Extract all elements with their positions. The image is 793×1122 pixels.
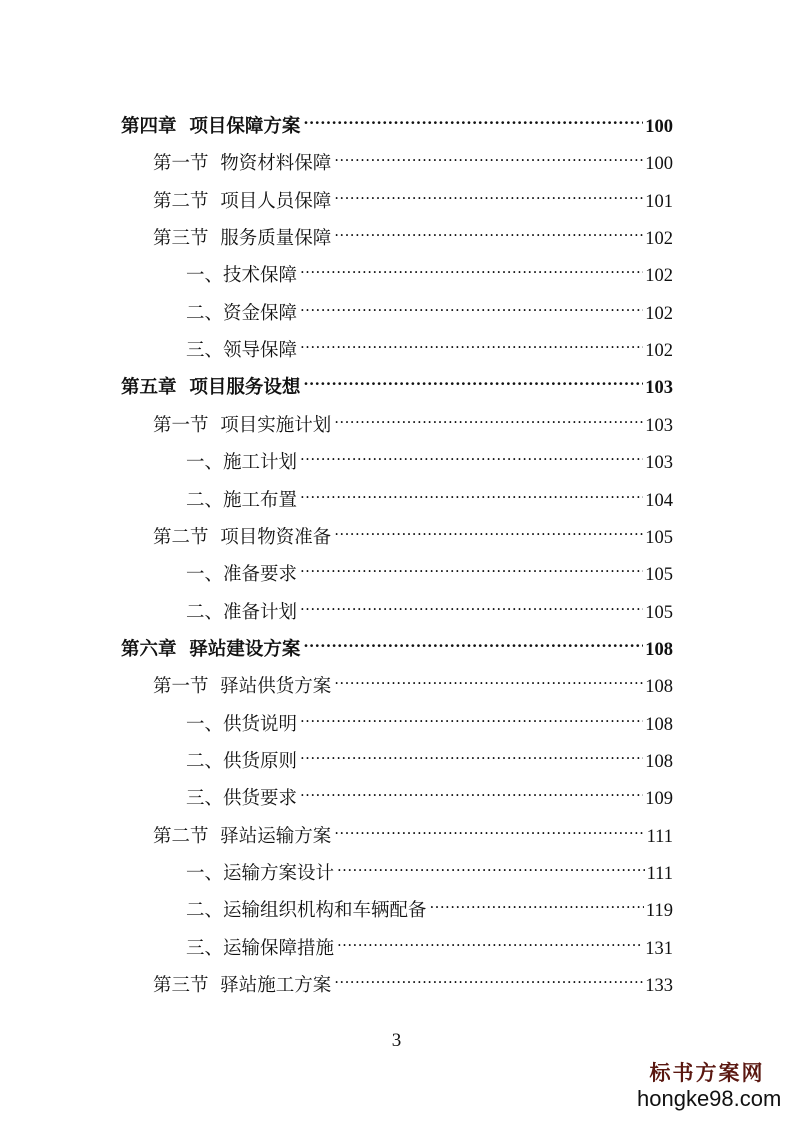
toc-entry-label: 二、供货原则: [186, 750, 298, 772]
toc-section-entry[interactable]: [153, 179, 673, 212]
toc-dot-leader: [300, 776, 643, 804]
toc-subsection-entry[interactable]: [186, 926, 673, 959]
watermark-url: hongke98.com: [637, 1086, 782, 1111]
toc-subsection-entry[interactable]: [186, 328, 673, 362]
toc-dot-leader: [337, 851, 645, 879]
toc-entry-label: 第二节 项目物资准备: [153, 526, 332, 548]
toc-subsection-entry[interactable]: [186, 291, 673, 324]
watermark: [637, 1060, 782, 1112]
toc-entry-label: 三、供货要求: [186, 788, 298, 810]
toc-entry-label: 第五章 项目服务设想: [121, 377, 301, 399]
toc-entry-label: 二、施工布置: [186, 489, 298, 511]
toc-dot-leader: [300, 478, 643, 506]
toc-subsection-entry[interactable]: [186, 590, 673, 623]
watermark-title: 标书方案网: [649, 1060, 765, 1085]
toc-entry-page: 104: [645, 490, 673, 511]
toc-entry-page: 111: [646, 826, 673, 847]
toc-dot-leader: [303, 365, 643, 393]
toc-subsection-entry[interactable]: [186, 702, 673, 735]
toc-dot-leader: [303, 104, 643, 132]
toc-entry-label: 三、领导保障: [186, 340, 298, 362]
toc-chapter-entry[interactable]: [121, 627, 673, 660]
toc-entry-page: 119: [645, 901, 673, 922]
toc-entry-label: 第一节 项目实施计划: [153, 414, 332, 436]
toc-subsection-entry[interactable]: [186, 440, 673, 474]
toc-dot-leader: [300, 739, 643, 767]
toc-dot-leader: [300, 328, 643, 356]
toc-section-entry[interactable]: [153, 141, 673, 175]
toc-subsection-entry[interactable]: [186, 739, 673, 772]
toc-entry-page: 102: [645, 229, 673, 250]
toc-entry-page: 100: [645, 117, 673, 137]
toc-dot-leader: [300, 440, 643, 468]
toc-dot-leader: [303, 627, 643, 655]
toc-entry-page: 102: [645, 341, 673, 362]
toc-entry-page: 108: [645, 751, 673, 772]
toc-dot-leader: [334, 963, 643, 991]
toc-dot-leader: [334, 814, 644, 842]
toc-section-entry[interactable]: [153, 216, 673, 250]
toc-entry-label: 第四章 项目保障方案: [121, 116, 301, 137]
toc-entry-label: 一、供货说明: [186, 713, 298, 735]
toc-entry-page: 105: [645, 527, 673, 548]
toc-section-entry[interactable]: [153, 963, 673, 997]
toc-entry-page: 102: [645, 303, 673, 324]
toc-entry-page: 108: [645, 677, 673, 698]
toc-entry-label: 第六章 驿站建设方案: [121, 638, 301, 660]
toc-dot-leader: [334, 664, 643, 692]
toc-entry-page: 102: [645, 266, 673, 287]
toc-dot-leader: [300, 253, 643, 281]
toc-entry-page: 108: [645, 714, 673, 735]
toc-dot-leader: [334, 216, 643, 244]
toc-entry-page: 101: [645, 191, 673, 212]
toc-chapter-entry[interactable]: [121, 365, 673, 399]
toc-entry-label: 二、准备计划: [186, 601, 298, 623]
toc-dot-leader: [300, 590, 643, 618]
toc-subsection-entry[interactable]: [186, 253, 673, 287]
toc-dot-leader: [300, 552, 643, 580]
toc-dot-leader: [300, 291, 643, 319]
toc-section-entry[interactable]: [153, 515, 673, 548]
toc-dot-leader: [430, 888, 644, 916]
toc-entry-label: 一、施工计划: [186, 452, 298, 474]
toc-entry-page: 103: [645, 378, 673, 399]
toc-dot-leader: [337, 926, 643, 954]
toc-subsection-entry[interactable]: [186, 478, 673, 511]
toc-section-entry[interactable]: [153, 664, 673, 698]
toc-subsection-entry[interactable]: [186, 888, 673, 922]
page-number: 3: [391, 1030, 402, 1051]
toc-entry-page: 109: [645, 789, 673, 810]
toc-entry-label: 第二节 项目人员保障: [153, 190, 332, 212]
toc-entry-label: 第二节 驿站运输方案: [153, 825, 332, 847]
toc-entry-page: 103: [645, 453, 673, 474]
toc-entry-page: 131: [645, 938, 673, 959]
toc-dot-leader: [334, 179, 643, 207]
toc-entry-label: 一、运输方案设计: [186, 863, 335, 884]
toc-entry-label: 第一节 驿站供货方案: [153, 676, 332, 698]
toc-subsection-entry[interactable]: [186, 851, 673, 884]
toc-entry-label: 一、准备要求: [186, 564, 298, 586]
toc-entry-page: 105: [645, 565, 673, 586]
toc-entry-label: 第一节 物资材料保障: [153, 153, 332, 175]
toc-section-entry[interactable]: [153, 403, 673, 436]
toc-entry-label: 第三节 驿站施工方案: [153, 975, 332, 997]
toc-section-entry[interactable]: [153, 814, 673, 847]
toc-entry-label: 二、运输组织机构和车辆配备: [186, 900, 427, 922]
toc-dot-leader: [300, 702, 643, 730]
toc-entry-page: 105: [645, 602, 673, 623]
toc-entry-page: 111: [646, 864, 673, 884]
toc-entry-label: 一、技术保障: [186, 265, 298, 287]
toc-entry-page: 100: [645, 154, 673, 175]
toc-entry-label: 第三节 服务质量保障: [153, 228, 332, 250]
toc-subsection-entry[interactable]: [186, 776, 673, 810]
toc-dot-leader: [334, 403, 643, 431]
toc-subsection-entry[interactable]: [186, 552, 673, 586]
toc-entry-page: 133: [645, 976, 673, 997]
toc-entry-label: 二、资金保障: [186, 302, 298, 324]
toc-entry-page: 103: [645, 415, 673, 436]
toc-chapter-entry[interactable]: [121, 104, 673, 137]
toc-entry-label: 三、运输保障措施: [186, 937, 335, 959]
toc-entry-page: 108: [645, 639, 673, 660]
toc-dot-leader: [334, 141, 643, 169]
toc-dot-leader: [334, 515, 643, 543]
